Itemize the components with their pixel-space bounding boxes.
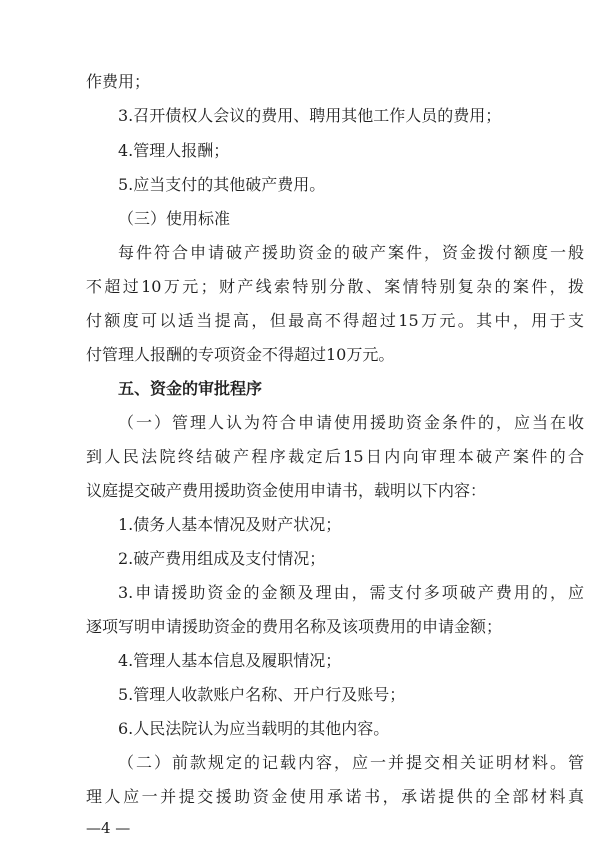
text-line: 每件符合申请破产援助资金的破产案件，资金拨付额度一般 bbox=[118, 243, 584, 262]
text-line: 1.债务人基本情况及财产状况； bbox=[118, 515, 342, 534]
text-line: （二）前款规定的记载内容，应一并提交相关证明材料。管 bbox=[118, 753, 584, 772]
section-subheading: （三）使用标准 bbox=[118, 209, 231, 228]
text-line: 4.管理人报酬； bbox=[118, 141, 230, 160]
text-line: 议庭提交破产费用援助资金使用申请书，载明以下内容： bbox=[86, 481, 487, 500]
text-line: 6.人民法院认为应当载明的其他内容。 bbox=[118, 719, 390, 738]
text-line: 3.召开债权人会议的费用、聘用其他工作人员的费用； bbox=[118, 106, 502, 125]
text-line: 逐项写明申请援助资金的费用名称及该项费用的申请金额； bbox=[86, 617, 503, 636]
text-line: 5.应当支付的其他破产费用。 bbox=[118, 175, 326, 194]
text-line: 不超过10万元；财产线索特别分散、案情特别复杂的案件，拨 bbox=[86, 277, 584, 296]
text-line: 3.申请援助资金的金额及理由，需支付多项破产费用的，应 bbox=[118, 583, 584, 602]
page-number: —4 — bbox=[86, 819, 131, 837]
text-line: 付额度可以适当提高，但最高不得超过15万元。其中，用于支 bbox=[86, 311, 584, 330]
section-heading: 五、资金的审批程序 bbox=[118, 379, 263, 398]
text-line: （一）管理人认为符合申请使用援助资金条件的，应当在收 bbox=[118, 413, 584, 432]
text-line: 理人应一并提交援助资金使用承诺书，承诺提供的全部材料真 bbox=[86, 787, 584, 806]
text-line: 到人民法院终结破产程序裁定后15日内向审理本破产案件的合 bbox=[86, 447, 584, 466]
text-line: 5.管理人收款账户名称、开户行及账号； bbox=[118, 685, 406, 704]
text-line: 2.破产费用组成及支付情况； bbox=[118, 549, 326, 568]
text-line: 付管理人报酬的专项资金不得超过10万元。 bbox=[86, 345, 395, 364]
text-line: 作费用； bbox=[86, 72, 151, 91]
text-line: 4.管理人基本信息及履职情况； bbox=[118, 651, 342, 670]
